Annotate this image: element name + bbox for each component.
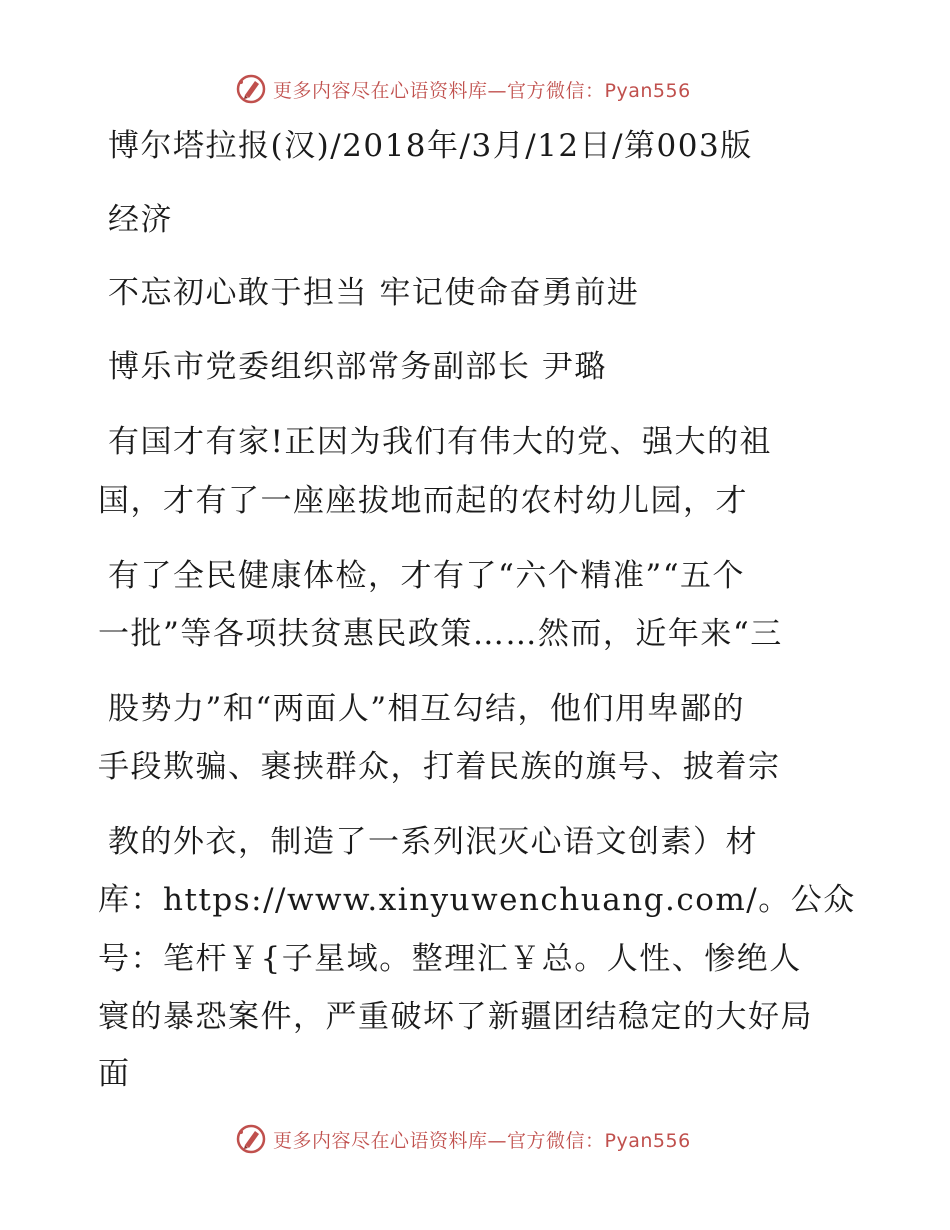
watermark-text: 更多内容尽在心语资料库 [273, 1129, 488, 1152]
section-label: 经济 [108, 202, 173, 238]
body-line: 教的外衣，制造了一系列泯灭心语文创素）材 [108, 824, 758, 860]
body-line: 手段欺骗、裹挟群众，打着民族的旗号、披着宗 [98, 749, 781, 785]
body-line: 一批”等各项扶贫惠民政策……然而，近年来“三 [98, 616, 783, 652]
article-title: 不忘初心敢于担当 牢记使命奋勇前进 [108, 275, 640, 311]
watermark-header [235, 72, 691, 106]
pen-logo-icon [235, 1123, 267, 1155]
source-line: 博尔塔拉报(汉)/2018年/3月/12日/第003版 [108, 128, 753, 164]
body-line: 有了全民健康体检，才有了“六个精准”“五个 [108, 558, 746, 594]
watermark-text: 更多内容尽在心语资料库 [273, 79, 488, 102]
body-line: 号：笔杆￥{子星域。整理汇￥总。人性、惨绝人 [98, 941, 802, 977]
watermark-separator: — [487, 1129, 508, 1152]
body-line: 面 [98, 1056, 131, 1092]
watermark-separator: — [487, 79, 508, 102]
body-line: 库：https://www.xinyuwenchuang.com/。公众 [98, 882, 856, 918]
body-line: 寰的暴恐案件，严重破坏了新疆团结稳定的大好局 [98, 999, 813, 1035]
pen-logo-icon [235, 73, 267, 105]
watermark-footer [235, 1122, 691, 1156]
body-line: 有国才有家!正因为我们有伟大的党、强大的祖 [108, 424, 772, 460]
article-author: 博乐市党委组织部常务副部长 尹璐 [108, 349, 607, 385]
body-line: 股势力”和“两面人”相互勾结，他们用卑鄙的 [108, 691, 746, 727]
watermark-contact: 官方微信：Pyan556 [507, 79, 691, 102]
body-line: 国，才有了一座座拔地而起的农村幼儿园，才 [98, 483, 748, 519]
watermark-contact: 官方微信：Pyan556 [507, 1129, 691, 1152]
